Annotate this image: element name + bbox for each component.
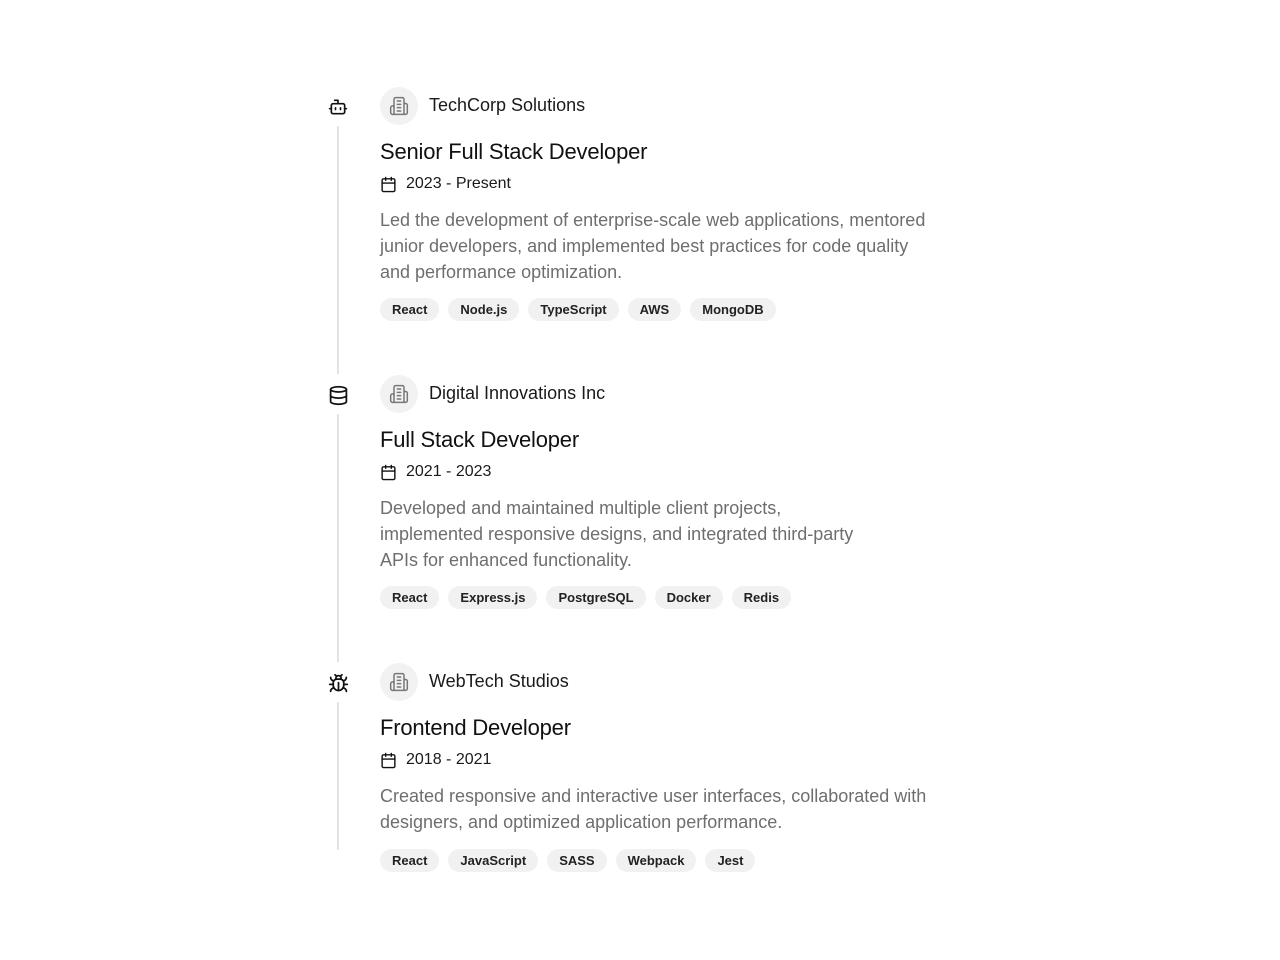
company-name: WebTech Studios	[429, 671, 569, 691]
calendar-icon	[380, 752, 397, 769]
calendar-icon	[380, 176, 397, 193]
company-row	[380, 662, 958, 701]
tech-tag: React	[380, 849, 439, 872]
tech-tag: JavaScript	[448, 849, 538, 872]
role-title: Frontend Developer	[380, 715, 571, 740]
company-row	[380, 86, 958, 125]
tech-tag: React	[380, 298, 439, 321]
robot-icon	[327, 96, 349, 118]
tech-tag: SASS	[547, 849, 606, 872]
tech-tag: Jest	[705, 849, 755, 872]
employment-period: 2023 - Present	[406, 175, 511, 192]
building-icon	[380, 663, 418, 701]
tech-tag: PostgreSQL	[546, 586, 645, 609]
tech-tag: MongoDB	[690, 298, 775, 321]
timeline-rail	[337, 126, 339, 374]
date-row	[380, 750, 958, 770]
company-row	[380, 374, 958, 413]
company-name: Digital Innovations Inc	[429, 383, 606, 403]
timeline-entry	[318, 86, 958, 374]
tech-tag: TypeScript	[528, 298, 618, 321]
timeline-entry	[318, 662, 958, 868]
employment-period: 2021 - 2023	[406, 463, 492, 480]
role-description: Created responsive and interactive user interfaces, collaborated with designers, and optimized application performance.	[380, 786, 927, 832]
role-title: Senior Full Stack Developer	[380, 139, 648, 164]
tech-tag: Node.js	[448, 298, 519, 321]
tech-tags	[380, 298, 958, 321]
timeline-entry	[318, 374, 958, 662]
experience-timeline	[318, 86, 958, 868]
tech-tags	[380, 849, 958, 872]
company-name: TechCorp Solutions	[429, 95, 586, 115]
tech-tags	[380, 586, 958, 609]
building-icon	[380, 375, 418, 413]
building-icon	[380, 87, 418, 125]
calendar-icon	[380, 464, 397, 481]
role-title: Full Stack Developer	[380, 427, 579, 452]
timeline-rail	[337, 702, 339, 850]
employment-period: 2018 - 2021	[406, 751, 492, 768]
tech-tag: Docker	[655, 586, 723, 609]
bug-icon	[327, 672, 349, 694]
tech-tag: Webpack	[616, 849, 697, 872]
tech-tag: Express.js	[448, 586, 537, 609]
role-description: Led the development of enterprise-scale web applications, mentored junior developers, and implemented best practices for code quality and performance optimization.	[380, 210, 926, 282]
database-icon	[327, 384, 349, 406]
tech-tag: Redis	[732, 586, 791, 609]
date-row	[380, 462, 958, 482]
date-row	[380, 174, 958, 194]
tech-tag: AWS	[628, 298, 682, 321]
tech-tag: React	[380, 586, 439, 609]
timeline-rail	[337, 414, 339, 662]
role-description: Developed and maintained multiple client projects, implemented responsive designs, and integrated third-party APIs for enhanced functionality.	[380, 498, 854, 570]
